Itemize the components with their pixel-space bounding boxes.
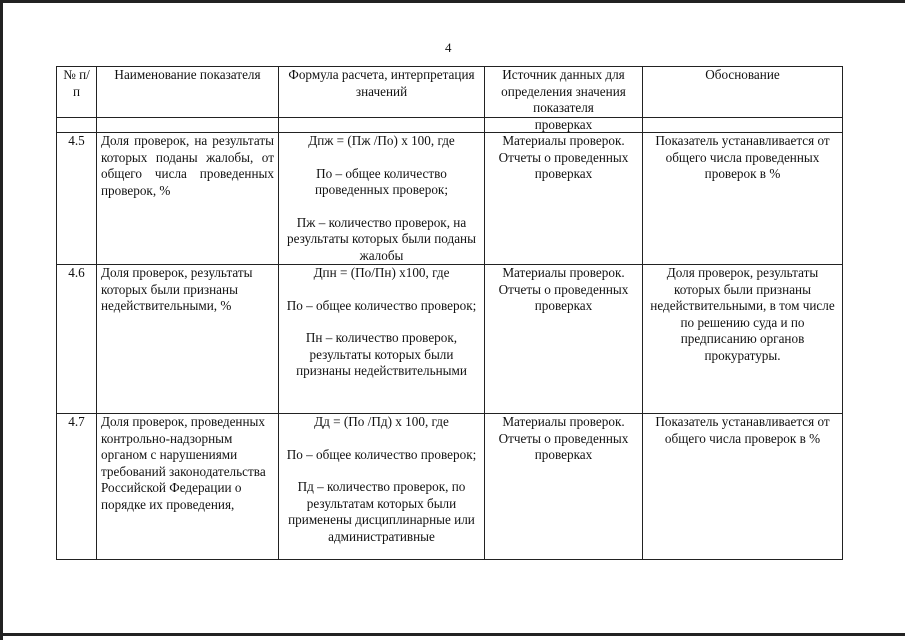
scan-border-left bbox=[0, 0, 3, 640]
indicator-name: Доля проверок, проведенных контрольно-надзорным органом с нарушениями требований законодательства Российской Федерации о порядке их проведения, bbox=[97, 414, 279, 560]
basis: Показатель устанавливается от общего числа проверок в % bbox=[643, 414, 843, 560]
formula: Дд = (По /Пд) x 100, где bbox=[314, 414, 449, 429]
formula: Дпн = (По/Пн) x100, где bbox=[313, 265, 450, 280]
indicator-name: Доля проверок, результаты которых были признаны недействительными, % bbox=[97, 265, 279, 414]
header-formula: Формула расчета, интерпретация значений bbox=[279, 67, 485, 118]
page-number: 4 bbox=[445, 40, 452, 55]
formula-definition: По – общее количество проверок; bbox=[286, 446, 477, 462]
indicator-name: Доля проверок, на результаты которых поданы жалобы, от общего числа проведенных проверок, % bbox=[97, 133, 279, 265]
formula-definition: По – общее количество проведенных проверок; bbox=[314, 165, 448, 197]
table-row bbox=[57, 414, 843, 560]
formula-cell bbox=[279, 265, 485, 414]
header-basis: Обоснование bbox=[643, 67, 843, 118]
basis: Показатель устанавливается от общего числа проведенных проверок в % bbox=[643, 133, 843, 265]
data-source: Материалы проверок. Отчеты о проведенных проверках bbox=[485, 265, 643, 414]
continuation-source: проверках bbox=[485, 118, 643, 133]
scan-border-top bbox=[0, 0, 905, 3]
formula-definition: По – общее количество проверок; bbox=[286, 297, 477, 313]
data-source: Материалы проверок. Отчеты о проведенных проверках bbox=[485, 133, 643, 265]
row-number: 4.7 bbox=[57, 414, 97, 560]
data-source: Материалы проверок. Отчеты о проведенных проверках bbox=[485, 414, 643, 560]
header-name: Наименование показателя bbox=[97, 67, 279, 118]
formula-cell bbox=[279, 414, 485, 560]
table-row bbox=[57, 265, 843, 414]
indicators-table bbox=[56, 66, 843, 560]
row-number: 4.6 bbox=[57, 265, 97, 414]
table-row bbox=[57, 133, 843, 265]
formula-definition: Пд – количество проверок, по результатам которых были применены дисциплинарные или административные bbox=[288, 479, 475, 544]
table-header-row bbox=[57, 67, 843, 118]
row-number: 4.5 bbox=[57, 133, 97, 265]
scan-border-bottom bbox=[0, 633, 905, 636]
header-source: Источник данных для определения значения показателя bbox=[485, 67, 643, 118]
formula-definition: Пн – количество проверок, результаты которых были признаны недействительными bbox=[296, 330, 467, 378]
formula-definition: Пж – количество проверок, на результаты которых были поданы жалобы bbox=[287, 214, 476, 263]
header-num: № п/п bbox=[57, 67, 97, 118]
continuation-row bbox=[57, 118, 843, 133]
formula-cell bbox=[279, 133, 485, 265]
formula: Дпж = (Пж /По) x 100, где bbox=[308, 133, 455, 148]
basis: Доля проверок, результаты которых были признаны недействительными, в том числе по решению суда и по предписанию органов прокуратуры. bbox=[643, 265, 843, 414]
